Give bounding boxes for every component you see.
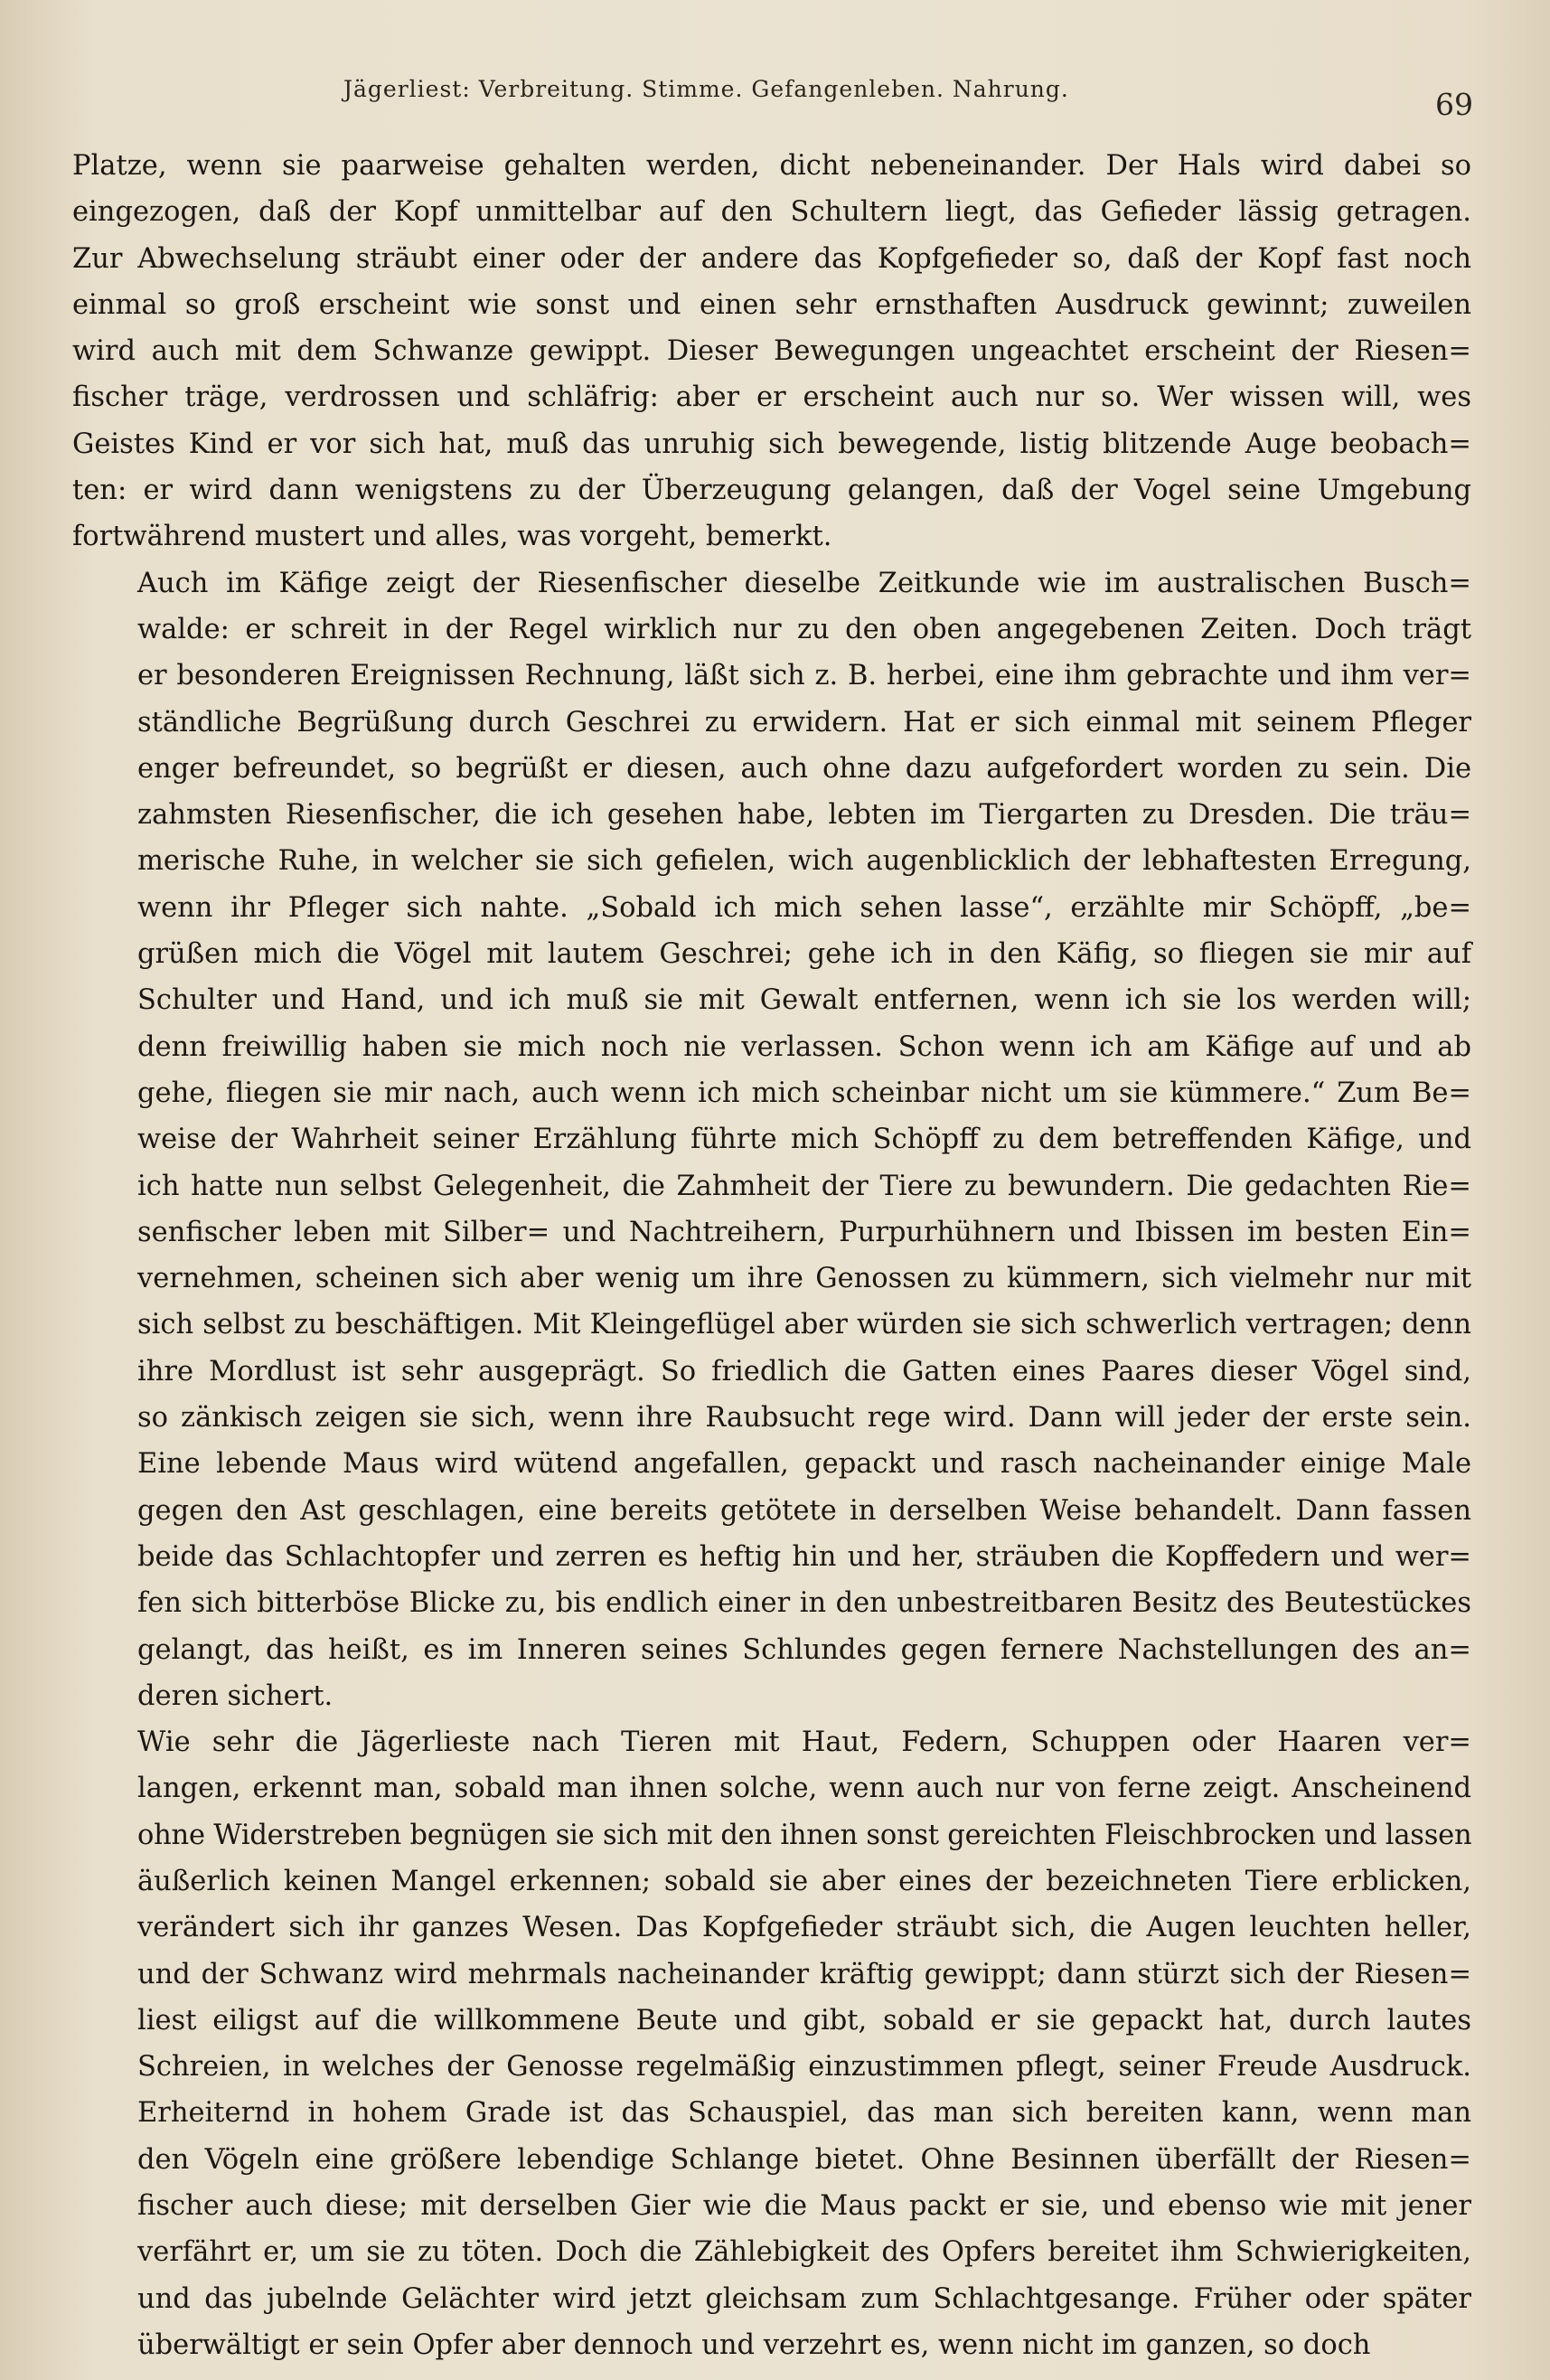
text-line: fischer träge, verdrossen und schläfrig: aber er erscheint auch nur so. Wer wissen will, wes bbox=[72, 381, 1471, 414]
text-line: gegen den Ast geschlagen, eine bereits getötete in derselben Weise behandelt. Dann fassen bbox=[137, 1494, 1471, 1527]
text-line: so zänkisch zeigen sie sich, wenn ihre Raubsucht rege wird. Dann will jeder der erste sein. bbox=[137, 1402, 1471, 1435]
text-line: ihre Mordlust ist sehr ausgeprägt. So friedlich die Gatten eines Paares dieser Vögel sind, bbox=[137, 1355, 1471, 1388]
text-line: und der Schwanz wird mehrmals nacheinander kräftig gewippt; dann stürzt sich der Riesen= bbox=[137, 1958, 1471, 1990]
running-title: Jägerliest: Verbreitung. Stimme. Gefangenleben. Nahrung. bbox=[343, 76, 1069, 102]
text-line: deren sichert. bbox=[137, 1679, 333, 1712]
text-line: liest eiligst auf die willkommene Beute und gibt, sobald er sie gepackt hat, durch lautes bbox=[137, 2004, 1471, 2037]
text-line: Geistes Kind er vor sich hat, muß das unruhig sich bewegende, listig blitzende Auge beobach= bbox=[72, 428, 1471, 460]
text-line: Platze, wenn sie paarweise gehalten werden, dicht nebeneinander. Der Hals wird dabei so bbox=[72, 150, 1471, 182]
text-line: äußerlich keinen Mangel erkennen; sobald sie aber eines der bezeichneten Tiere erblicken, bbox=[137, 1865, 1471, 1897]
paragraph bbox=[72, 560, 1471, 1719]
text-line: walde: er schreit in der Regel wirklich nur zu den oben angegebenen Zeiten. Doch trägt bbox=[137, 613, 1471, 645]
text-line: wenn ihr Pfleger sich nahte. „Sobald ich mich sehen lasse“, erzählte mir Schöpff, „be= bbox=[137, 891, 1471, 924]
text-line: Schulter und Hand, und ich muß sie mit Gewalt entfernen, wenn ich sie los werden will; bbox=[137, 984, 1471, 1017]
text-line: fortwährend mustert und alles, was vorgeht, bemerkt. bbox=[72, 521, 832, 553]
text-line: Wie sehr die Jägerlieste nach Tieren mit Haut, Federn, Schuppen oder Haaren ver= bbox=[137, 1726, 1471, 1759]
text-line: Auch im Käfige zeigt der Riesenfischer dieselbe Zeitkunde wie im australischen Busch= bbox=[137, 567, 1471, 599]
text-line: und das jubelnde Gelächter wird jetzt gleichsam zum Schlachtgesange. Früher oder später bbox=[137, 2282, 1471, 2315]
text-line: ohne Widerstreben begnügen sie sich mit den ihnen sonst gereichten Fleischbrocken und lassen bbox=[137, 1819, 1472, 1851]
text-line: wird auch mit dem Schwanze gewippt. Dieser Bewegungen ungeachtet erscheint der Riesen= bbox=[72, 335, 1471, 368]
paragraph bbox=[72, 1719, 1471, 2368]
text-line: ten: er wird dann wenigstens zu der Überzeugung gelangen, daß der Vogel seine Umgebung bbox=[72, 475, 1471, 507]
text-line: denn freiwillig haben sie mich noch nie verlassen. Schon wenn ich am Käfige auf und ab bbox=[137, 1030, 1471, 1063]
text-line: einmal so groß erscheint wie sonst und einen sehr ernsthaften Ausdruck gewinnt; zuweilen bbox=[72, 288, 1471, 321]
text-line: sich selbst zu beschäftigen. Mit Kleingeflügel aber würden sie sich schwerlich vertragen; denn bbox=[137, 1309, 1471, 1341]
text-line: überwältigt er sein Opfer aber dennoch und verzehrt es, wenn nicht im ganzen, so doch bbox=[137, 2328, 1371, 2361]
text-line: den Vögeln eine größere lebendige Schlange bietet. Ohne Besinnen überfällt der Riesen= bbox=[137, 2143, 1471, 2176]
paragraph bbox=[72, 143, 1471, 560]
body-text bbox=[72, 143, 1471, 2368]
text-line: Eine lebende Maus wird wütend angefallen, gepackt und rasch nacheinander einige Male bbox=[137, 1448, 1471, 1481]
text-line: eingezogen, daß der Kopf unmittelbar auf den Schultern liegt, das Gefieder lässig getragen. bbox=[72, 196, 1471, 229]
text-line: gehe, fliegen sie mir nach, auch wenn ich mich scheinbar nicht um sie kümmere.“ Zum Be= bbox=[137, 1077, 1471, 1109]
running-header bbox=[0, 65, 1550, 122]
text-line: Schreien, in welches der Genosse regelmäßig einzustimmen pflegt, seiner Freude Ausdruck. bbox=[137, 2051, 1471, 2084]
page-number: 69 bbox=[1435, 87, 1473, 122]
text-line: verfährt er, um sie zu töten. Doch die Zählebigkeit des Opfers bereitet ihm Schwierigkeiten, bbox=[137, 2236, 1471, 2269]
text-line: senfischer leben mit Silber= und Nachtreihern, Purpurhühnern und Ibissen im besten Ein= bbox=[137, 1216, 1471, 1248]
text-line: weise der Wahrheit seiner Erzählung führte mich Schöpff zu dem betreffenden Käfige, und bbox=[137, 1124, 1471, 1156]
text-line: verändert sich ihr ganzes Wesen. Das Kopfgefieder sträubt sich, die Augen leuchten heller, bbox=[137, 1912, 1471, 1944]
text-line: fen sich bitterböse Blicke zu, bis endlich einer in den unbestreitbaren Besitz des Beutestückes bbox=[137, 1587, 1471, 1620]
text-line: er besonderen Ereignissen Rechnung, läßt sich z. B. herbei, eine ihm gebrachte und ihm ver= bbox=[137, 660, 1471, 692]
text-line: fischer auch diese; mit derselben Gier wie die Maus packt er sie, und ebenso wie mit jener bbox=[137, 2190, 1471, 2223]
text-line: ständliche Begrüßung durch Geschrei zu erwidern. Hat er sich einmal mit seinem Pfleger bbox=[137, 706, 1471, 738]
text-line: beide das Schlachtopfer und zerren es heftig hin und her, sträuben die Kopffedern und wer= bbox=[137, 1540, 1471, 1573]
text-line: Zur Abwechselung sträubt einer oder der andere das Kopfgefieder so, daß der Kopf fast noch bbox=[72, 242, 1471, 275]
text-line: merische Ruhe, in welcher sie sich gefielen, wich augenblicklich der lebhaftesten Erregung, bbox=[137, 845, 1471, 878]
text-line: gelangt, das heißt, es im Inneren seines Schlundes gegen fernere Nachstellungen des an= bbox=[137, 1633, 1471, 1666]
text-line: langen, erkennt man, sobald man ihnen solche, wenn auch nur von ferne zeigt. Anscheinend bbox=[137, 1773, 1471, 1805]
text-line: grüßen mich die Vögel mit lautem Geschrei; gehe ich in den Käfig, so fliegen sie mir auf bbox=[137, 938, 1471, 971]
text-line: vernehmen, scheinen sich aber wenig um ihre Genossen zu kümmern, sich vielmehr nur mit bbox=[137, 1263, 1471, 1295]
text-line: Erheiternd in hohem Grade ist das Schauspiel, das man sich bereiten kann, wenn man bbox=[137, 2097, 1471, 2130]
text-line: zahmsten Riesenfischer, die ich gesehen habe, lebten im Tiergarten zu Dresden. Die träu= bbox=[137, 799, 1471, 832]
text-line: enger befreundet, so begrüßt er diesen, auch ohne dazu aufgefordert worden zu sein. Die bbox=[137, 752, 1471, 785]
text-line: ich hatte nun selbst Gelegenheit, die Zahmheit der Tiere zu bewundern. Die gedachten Rie= bbox=[137, 1170, 1471, 1202]
